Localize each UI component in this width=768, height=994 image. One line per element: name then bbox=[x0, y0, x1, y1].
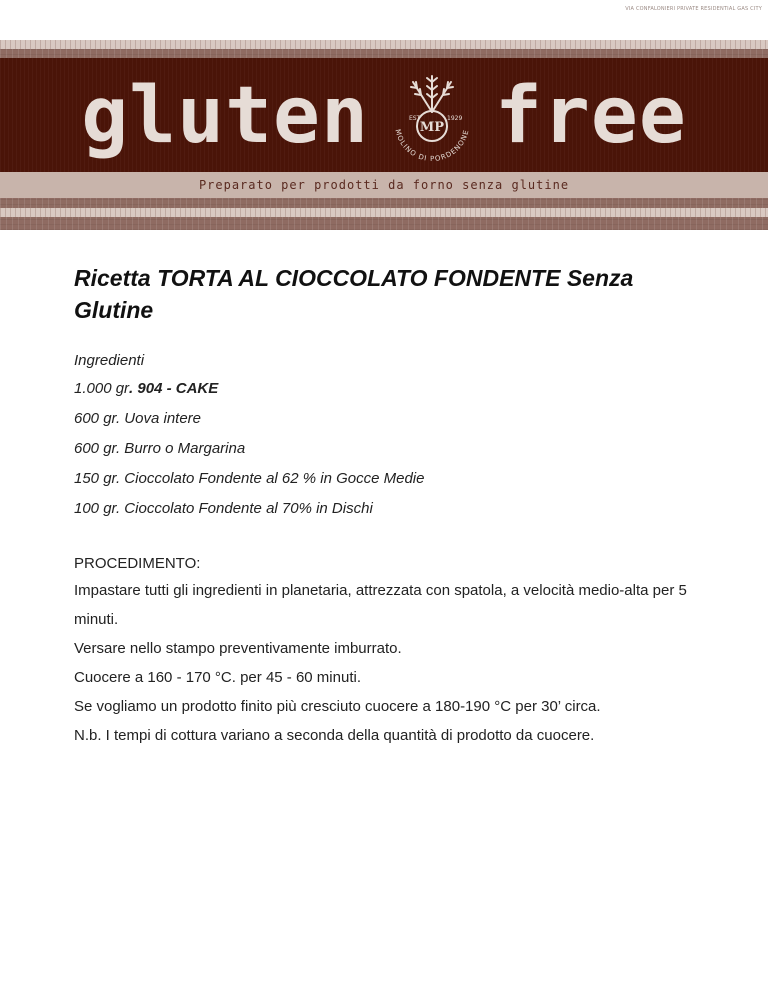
tagline-band bbox=[0, 172, 768, 198]
procedure-step: N.b. I tempi di cottura variano a seconda della quantità di prodotto da cuocere. bbox=[74, 727, 595, 744]
procedure-heading: PROCEDIMENTO: bbox=[74, 555, 201, 572]
seal-est-text: EST bbox=[408, 115, 421, 122]
ingredient-item: 600 gr. Uova intere bbox=[74, 410, 202, 427]
recipe-title: Ricetta TORTA AL CIOCCOLATO FONDENTE Senza Glutine bbox=[74, 265, 634, 323]
ingredient-item: 150 gr. Cioccolato Fondente al 62 % in Gocce Medie bbox=[74, 470, 425, 487]
ingredient-item bbox=[74, 379, 694, 399]
ingredient-item: 100 gr. Cioccolato Fondente al 70% in Dischi bbox=[74, 500, 373, 517]
ingredient-name-bold: 904 - CAKE bbox=[133, 380, 219, 397]
logo-word-right: free bbox=[494, 71, 687, 161]
ingredient-dot: . bbox=[129, 380, 134, 397]
banner-stripe-top bbox=[0, 40, 768, 49]
recipe-content bbox=[74, 262, 694, 750]
seal-arc-text: MOLINO DI PORDENONE bbox=[393, 128, 471, 164]
logo bbox=[0, 68, 768, 164]
ingredient-item: 600 gr. Burro o Margarina bbox=[74, 440, 246, 457]
ingredients-heading: Ingredienti bbox=[74, 352, 145, 369]
logo-word-left: gluten bbox=[81, 71, 369, 161]
procedure-step: Cuocere a 160 - 170 °C. per 45 - 60 minuti. bbox=[74, 669, 361, 686]
header-banner bbox=[0, 40, 768, 230]
procedure-steps bbox=[74, 576, 694, 750]
procedure-step: Se vogliamo un prodotto finito più cresciuto cuocere a 180-190 °C per 30’ circa. bbox=[74, 698, 601, 715]
wheat-seal-icon bbox=[377, 68, 487, 164]
seal-year-text: 1929 bbox=[446, 115, 463, 122]
banner-stripe-bottom bbox=[0, 208, 768, 217]
procedure-step: Impastare tutti gli ingredienti in planetaria, attrezzata con spatola, a velocità medio-alta per 5 minuti. bbox=[74, 582, 687, 628]
procedure-step: Versare nello stampo preventivamente imburrato. bbox=[74, 640, 402, 657]
corner-note: VIA CONFALONIERI PRIVATE RESIDENTIAL GAS CITY bbox=[625, 6, 762, 12]
ingredient-qty: 1.000 gr bbox=[74, 380, 130, 397]
tagline: Preparato per prodotti da forno senza glutine bbox=[198, 178, 570, 192]
seal-monogram: MP bbox=[419, 120, 445, 135]
